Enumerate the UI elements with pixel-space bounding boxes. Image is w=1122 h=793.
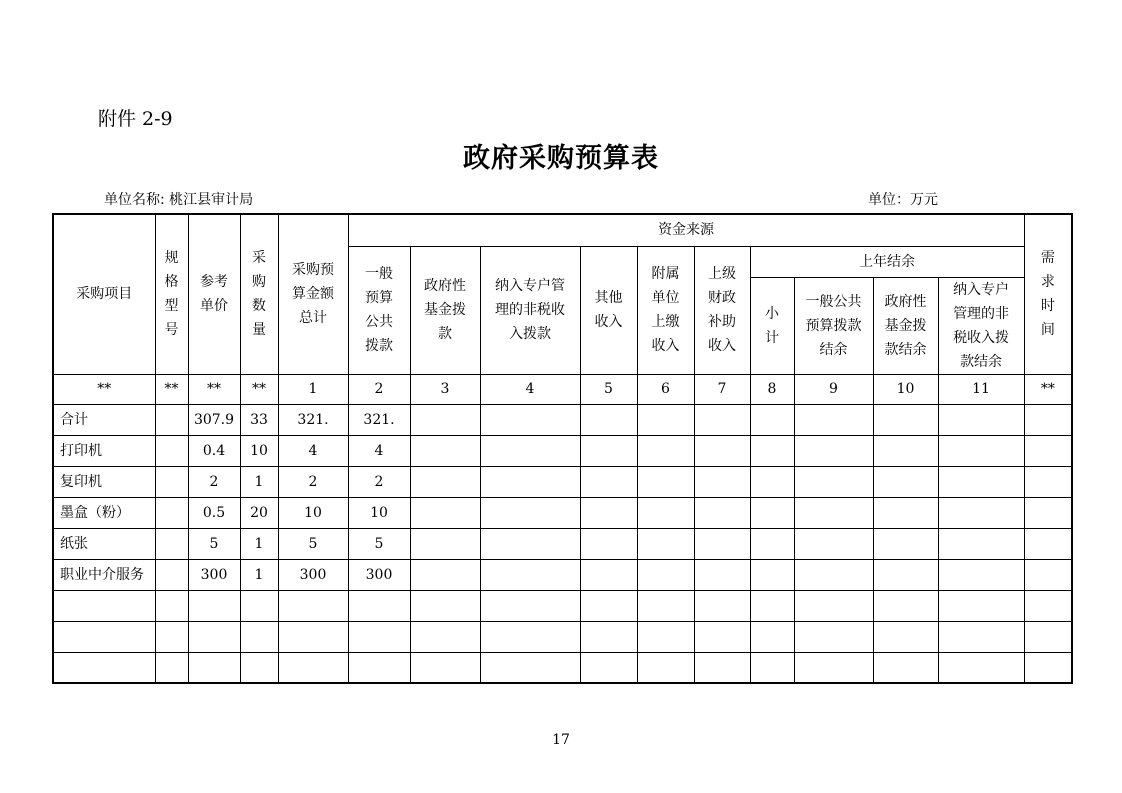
unit-name: 单位名称: 桃江县审计局 [104, 192, 254, 208]
table-row [53, 621, 1072, 652]
table-row [53, 497, 1072, 528]
cell-empty [873, 435, 938, 466]
cell-general: 300 [348, 559, 410, 590]
cell-item [53, 621, 155, 652]
cell-empty [938, 466, 1024, 497]
cell-total: 10 [278, 497, 348, 528]
cell-empty [694, 466, 750, 497]
cell-empty [750, 559, 794, 590]
cell-general: 5 [348, 528, 410, 559]
cell-empty [410, 404, 480, 435]
cell-item: 职业中介服务 [53, 559, 155, 590]
cell-empty [938, 497, 1024, 528]
cell-qty [240, 652, 278, 683]
cell-empty [1024, 652, 1072, 683]
cell-empty [410, 435, 480, 466]
index-cell: ** [155, 374, 188, 404]
index-cell: ** [53, 374, 155, 404]
header-subtotal: 小 计 [750, 277, 794, 374]
cell-total: 300 [278, 559, 348, 590]
header-prev-special: 纳入专户 管理的非 税收入拨 款结余 [938, 277, 1024, 374]
cell-empty [1024, 466, 1072, 497]
cell-empty [794, 466, 873, 497]
cell-empty [873, 590, 938, 621]
cell-empty [694, 404, 750, 435]
cell-empty [794, 528, 873, 559]
cell-empty [480, 652, 580, 683]
cell-total: 5 [278, 528, 348, 559]
cell-qty [240, 590, 278, 621]
cell-empty [480, 559, 580, 590]
cell-empty [938, 590, 1024, 621]
index-cell: 10 [873, 374, 938, 404]
cell-empty [637, 559, 694, 590]
cell-empty [1024, 497, 1072, 528]
cell-general: 4 [348, 435, 410, 466]
cell-general [348, 590, 410, 621]
header-prev-balance: 上年结余 [750, 246, 1024, 277]
cell-empty [873, 652, 938, 683]
header-demand-time: 需 求 时 间 [1024, 214, 1072, 374]
index-cell: ** [240, 374, 278, 404]
cell-spec [155, 621, 188, 652]
cell-empty [938, 559, 1024, 590]
header-other-income: 其他 收入 [580, 246, 637, 374]
cell-empty [1024, 404, 1072, 435]
cell-empty [794, 404, 873, 435]
cell-empty [750, 528, 794, 559]
index-cell: 7 [694, 374, 750, 404]
attachment-label: 附件 2-9 [98, 108, 173, 130]
cell-empty [694, 621, 750, 652]
cell-empty [637, 590, 694, 621]
header-affiliated: 附属 单位 上缴 收入 [637, 246, 694, 374]
cell-empty [580, 497, 637, 528]
cell-empty [873, 497, 938, 528]
cell-empty [580, 621, 637, 652]
cell-empty [873, 404, 938, 435]
cell-empty [938, 652, 1024, 683]
header-funding-source: 资金来源 [348, 214, 1024, 246]
cell-empty [873, 466, 938, 497]
index-cell: 9 [794, 374, 873, 404]
cell-empty [750, 590, 794, 621]
index-cell: 4 [480, 374, 580, 404]
table-row [53, 404, 1072, 435]
table-body [53, 404, 1072, 683]
cell-empty [410, 559, 480, 590]
cell-empty [750, 652, 794, 683]
cell-item [53, 590, 155, 621]
page-title: 政府采购预算表 [463, 143, 659, 174]
cell-total: 2 [278, 466, 348, 497]
cell-empty [750, 497, 794, 528]
cell-empty [480, 466, 580, 497]
cell-empty [480, 590, 580, 621]
index-row [53, 374, 1072, 404]
cell-empty [794, 621, 873, 652]
table-row [53, 466, 1072, 497]
index-cell: ** [1024, 374, 1072, 404]
cell-qty: 1 [240, 559, 278, 590]
cell-empty [794, 590, 873, 621]
cell-empty [410, 590, 480, 621]
cell-empty [1024, 435, 1072, 466]
currency-unit: 单位：万元 [868, 192, 938, 208]
header-superior: 上级 财政 补助 收入 [694, 246, 750, 374]
budget-table [52, 213, 1073, 684]
cell-empty [750, 466, 794, 497]
cell-general [348, 652, 410, 683]
table-row [53, 528, 1072, 559]
header-spec: 规 格 型 号 [155, 214, 188, 374]
cell-total [278, 621, 348, 652]
cell-price [188, 652, 240, 683]
cell-qty: 1 [240, 528, 278, 559]
cell-spec [155, 652, 188, 683]
cell-empty [410, 466, 480, 497]
cell-qty: 20 [240, 497, 278, 528]
cell-empty [410, 497, 480, 528]
cell-empty [480, 497, 580, 528]
table-header [53, 214, 1072, 404]
cell-general: 321. [348, 404, 410, 435]
header-prev-gov-fund: 政府性 基金拨 款结余 [873, 277, 938, 374]
table-row [53, 590, 1072, 621]
page-number: 17 [552, 732, 570, 748]
cell-empty [637, 652, 694, 683]
cell-empty [480, 528, 580, 559]
cell-empty [637, 497, 694, 528]
cell-empty [694, 652, 750, 683]
cell-empty [1024, 590, 1072, 621]
cell-spec [155, 435, 188, 466]
cell-price: 0.5 [188, 497, 240, 528]
cell-empty [1024, 528, 1072, 559]
cell-spec [155, 404, 188, 435]
cell-empty [873, 559, 938, 590]
cell-empty [580, 404, 637, 435]
header-special-nontax: 纳入专户管 理的非税收 入拨款 [480, 246, 580, 374]
cell-item: 打印机 [53, 435, 155, 466]
index-cell: ** [188, 374, 240, 404]
index-cell: 8 [750, 374, 794, 404]
header-general-budget: 一般 预算 公共 拨款 [348, 246, 410, 374]
index-cell: 5 [580, 374, 637, 404]
cell-price [188, 590, 240, 621]
table-row [53, 559, 1072, 590]
cell-qty: 33 [240, 404, 278, 435]
cell-empty [637, 466, 694, 497]
cell-qty: 10 [240, 435, 278, 466]
cell-empty [480, 435, 580, 466]
cell-empty [794, 559, 873, 590]
cell-item: 墨盒（粉） [53, 497, 155, 528]
cell-item [53, 652, 155, 683]
index-cell: 11 [938, 374, 1024, 404]
table-row [53, 652, 1072, 683]
cell-empty [938, 404, 1024, 435]
cell-item: 复印机 [53, 466, 155, 497]
cell-price: 300 [188, 559, 240, 590]
cell-item: 纸张 [53, 528, 155, 559]
cell-price [188, 621, 240, 652]
cell-spec [155, 528, 188, 559]
cell-spec [155, 497, 188, 528]
cell-empty [694, 590, 750, 621]
header-prev-general: 一般公共 预算拨款 结余 [794, 277, 873, 374]
cell-empty [1024, 559, 1072, 590]
header-ref-price: 参考 单价 [188, 214, 240, 374]
cell-empty [938, 528, 1024, 559]
cell-empty [637, 621, 694, 652]
cell-empty [580, 435, 637, 466]
cell-empty [637, 404, 694, 435]
table-row [53, 435, 1072, 466]
cell-empty [794, 497, 873, 528]
cell-empty [694, 497, 750, 528]
cell-empty [873, 528, 938, 559]
cell-empty [637, 435, 694, 466]
cell-price: 2 [188, 466, 240, 497]
cell-spec [155, 466, 188, 497]
cell-spec [155, 559, 188, 590]
cell-general: 10 [348, 497, 410, 528]
cell-empty [794, 652, 873, 683]
cell-empty [938, 435, 1024, 466]
header-quantity: 采 购 数 量 [240, 214, 278, 374]
cell-empty [480, 621, 580, 652]
cell-qty [240, 621, 278, 652]
cell-spec [155, 590, 188, 621]
cell-empty [580, 559, 637, 590]
cell-empty [410, 621, 480, 652]
cell-empty [480, 404, 580, 435]
cell-empty [694, 435, 750, 466]
cell-total: 4 [278, 435, 348, 466]
cell-general [348, 621, 410, 652]
cell-empty [580, 590, 637, 621]
cell-empty [637, 528, 694, 559]
cell-price: 307.9 [188, 404, 240, 435]
header-total: 采购预 算金额 总计 [278, 214, 348, 374]
cell-empty [750, 621, 794, 652]
cell-empty [873, 621, 938, 652]
cell-total [278, 652, 348, 683]
cell-empty [580, 466, 637, 497]
cell-empty [580, 652, 637, 683]
cell-empty [938, 621, 1024, 652]
header-item: 采购项目 [53, 214, 155, 374]
index-cell: 1 [278, 374, 348, 404]
cell-empty [694, 528, 750, 559]
cell-empty [694, 559, 750, 590]
cell-empty [750, 404, 794, 435]
cell-empty [750, 435, 794, 466]
cell-empty [410, 528, 480, 559]
index-cell: 3 [410, 374, 480, 404]
cell-empty [794, 435, 873, 466]
header-gov-fund: 政府性 基金拨 款 [410, 246, 480, 374]
cell-price: 5 [188, 528, 240, 559]
index-cell: 2 [348, 374, 410, 404]
cell-price: 0.4 [188, 435, 240, 466]
cell-general: 2 [348, 466, 410, 497]
cell-qty: 1 [240, 466, 278, 497]
cell-empty [1024, 621, 1072, 652]
index-cell: 6 [637, 374, 694, 404]
cell-total [278, 590, 348, 621]
cell-empty [580, 528, 637, 559]
cell-item: 合计 [53, 404, 155, 435]
cell-total: 321. [278, 404, 348, 435]
cell-empty [410, 652, 480, 683]
